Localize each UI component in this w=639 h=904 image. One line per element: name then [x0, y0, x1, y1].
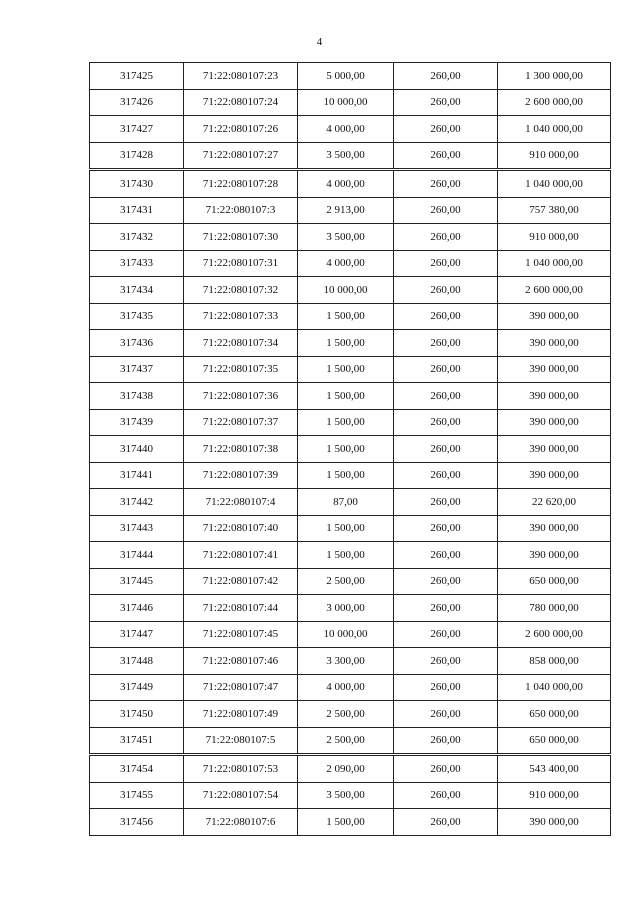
area-cell: 2 500,00 [298, 701, 394, 728]
area-cell: 2 090,00 [298, 755, 394, 783]
rate-cell: 260,00 [394, 224, 498, 251]
table-row [90, 542, 611, 569]
table-row [90, 63, 611, 90]
row-id-cell: 317450 [90, 701, 184, 728]
rate-cell: 260,00 [394, 782, 498, 809]
cadastral-number-cell: 71:22:080107:41 [184, 542, 298, 569]
row-id-cell: 317425 [90, 63, 184, 90]
area-cell: 10 000,00 [298, 621, 394, 648]
amount-cell: 910 000,00 [498, 142, 611, 170]
row-id-cell: 317446 [90, 595, 184, 622]
rate-cell: 260,00 [394, 383, 498, 410]
amount-cell: 757 380,00 [498, 197, 611, 224]
cadastral-number-cell: 71:22:080107:53 [184, 755, 298, 783]
table-row [90, 383, 611, 410]
cadastral-number-cell: 71:22:080107:27 [184, 142, 298, 170]
amount-cell: 1 300 000,00 [498, 63, 611, 90]
table-row [90, 595, 611, 622]
area-cell: 2 500,00 [298, 727, 394, 755]
table-row [90, 489, 611, 516]
area-cell: 3 000,00 [298, 595, 394, 622]
amount-cell: 390 000,00 [498, 436, 611, 463]
area-cell: 1 500,00 [298, 542, 394, 569]
row-id-cell: 317455 [90, 782, 184, 809]
cadastral-number-cell: 71:22:080107:45 [184, 621, 298, 648]
cadastral-number-cell: 71:22:080107:3 [184, 197, 298, 224]
row-id-cell: 317451 [90, 727, 184, 755]
table-row [90, 674, 611, 701]
table-row [90, 224, 611, 251]
rate-cell: 260,00 [394, 462, 498, 489]
rate-cell: 260,00 [394, 63, 498, 90]
cadastral-number-cell: 71:22:080107:36 [184, 383, 298, 410]
row-id-cell: 317438 [90, 383, 184, 410]
rate-cell: 260,00 [394, 250, 498, 277]
cadastral-number-cell: 71:22:080107:38 [184, 436, 298, 463]
table-row [90, 515, 611, 542]
row-id-cell: 317435 [90, 303, 184, 330]
row-id-cell: 317447 [90, 621, 184, 648]
table-row [90, 701, 611, 728]
rate-cell: 260,00 [394, 727, 498, 755]
row-id-cell: 317437 [90, 356, 184, 383]
cadastral-number-cell: 71:22:080107:35 [184, 356, 298, 383]
area-cell: 1 500,00 [298, 330, 394, 357]
table-row [90, 727, 611, 755]
area-cell: 1 500,00 [298, 409, 394, 436]
rate-cell: 260,00 [394, 515, 498, 542]
row-id-cell: 317433 [90, 250, 184, 277]
amount-cell: 390 000,00 [498, 330, 611, 357]
area-cell: 1 500,00 [298, 515, 394, 542]
table-row [90, 356, 611, 383]
amount-cell: 910 000,00 [498, 782, 611, 809]
table-row [90, 462, 611, 489]
rate-cell: 260,00 [394, 330, 498, 357]
rate-cell: 260,00 [394, 755, 498, 783]
table-row [90, 330, 611, 357]
row-id-cell: 317445 [90, 568, 184, 595]
cadastral-number-cell: 71:22:080107:37 [184, 409, 298, 436]
cadastral-number-cell: 71:22:080107:44 [184, 595, 298, 622]
table-row [90, 568, 611, 595]
amount-cell: 650 000,00 [498, 701, 611, 728]
row-id-cell: 317442 [90, 489, 184, 516]
table-row [90, 197, 611, 224]
amount-cell: 390 000,00 [498, 383, 611, 410]
row-id-cell: 317441 [90, 462, 184, 489]
amount-cell: 390 000,00 [498, 303, 611, 330]
cadastral-number-cell: 71:22:080107:39 [184, 462, 298, 489]
table-row [90, 809, 611, 836]
row-id-cell: 317444 [90, 542, 184, 569]
cadastral-number-cell: 71:22:080107:5 [184, 727, 298, 755]
rate-cell: 260,00 [394, 89, 498, 116]
cadastral-number-cell: 71:22:080107:31 [184, 250, 298, 277]
rate-cell: 260,00 [394, 568, 498, 595]
amount-cell: 390 000,00 [498, 515, 611, 542]
area-cell: 3 500,00 [298, 224, 394, 251]
cadastral-number-cell: 71:22:080107:49 [184, 701, 298, 728]
amount-cell: 543 400,00 [498, 755, 611, 783]
cadastral-number-cell: 71:22:080107:23 [184, 63, 298, 90]
amount-cell: 780 000,00 [498, 595, 611, 622]
rate-cell: 260,00 [394, 436, 498, 463]
row-id-cell: 317427 [90, 116, 184, 143]
area-cell: 10 000,00 [298, 277, 394, 304]
row-id-cell: 317431 [90, 197, 184, 224]
table-row [90, 755, 611, 783]
cadastral-number-cell: 71:22:080107:4 [184, 489, 298, 516]
cadastral-number-cell: 71:22:080107:28 [184, 170, 298, 198]
area-cell: 3 500,00 [298, 782, 394, 809]
rate-cell: 260,00 [394, 809, 498, 836]
rate-cell: 260,00 [394, 303, 498, 330]
cadastral-number-cell: 71:22:080107:30 [184, 224, 298, 251]
rate-cell: 260,00 [394, 197, 498, 224]
area-cell: 3 500,00 [298, 142, 394, 170]
area-cell: 2 913,00 [298, 197, 394, 224]
page-number: 4 [316, 36, 323, 48]
cadastral-number-cell: 71:22:080107:32 [184, 277, 298, 304]
row-id-cell: 317454 [90, 755, 184, 783]
cadastral-number-cell: 71:22:080107:34 [184, 330, 298, 357]
table-body [90, 63, 611, 836]
row-id-cell: 317448 [90, 648, 184, 675]
amount-cell: 1 040 000,00 [498, 250, 611, 277]
area-cell: 1 500,00 [298, 383, 394, 410]
cadastral-number-cell: 71:22:080107:33 [184, 303, 298, 330]
amount-cell: 2 600 000,00 [498, 277, 611, 304]
cadastral-number-cell: 71:22:080107:26 [184, 116, 298, 143]
area-cell: 4 000,00 [298, 170, 394, 198]
amount-cell: 390 000,00 [498, 809, 611, 836]
amount-cell: 390 000,00 [498, 542, 611, 569]
table-row [90, 89, 611, 116]
area-cell: 4 000,00 [298, 116, 394, 143]
row-id-cell: 317428 [90, 142, 184, 170]
rate-cell: 260,00 [394, 116, 498, 143]
area-cell: 1 500,00 [298, 356, 394, 383]
rate-cell: 260,00 [394, 621, 498, 648]
rate-cell: 260,00 [394, 542, 498, 569]
row-id-cell: 317436 [90, 330, 184, 357]
table-row [90, 277, 611, 304]
row-id-cell: 317432 [90, 224, 184, 251]
rate-cell: 260,00 [394, 170, 498, 198]
table-row [90, 409, 611, 436]
rate-cell: 260,00 [394, 648, 498, 675]
row-id-cell: 317434 [90, 277, 184, 304]
area-cell: 87,00 [298, 489, 394, 516]
amount-cell: 1 040 000,00 [498, 116, 611, 143]
amount-cell: 1 040 000,00 [498, 674, 611, 701]
amount-cell: 650 000,00 [498, 568, 611, 595]
amount-cell: 390 000,00 [498, 409, 611, 436]
cadastral-number-cell: 71:22:080107:42 [184, 568, 298, 595]
table-row [90, 782, 611, 809]
rate-cell: 260,00 [394, 701, 498, 728]
amount-cell: 2 600 000,00 [498, 89, 611, 116]
table-row [90, 648, 611, 675]
amount-cell: 2 600 000,00 [498, 621, 611, 648]
cadastral-number-cell: 71:22:080107:54 [184, 782, 298, 809]
rate-cell: 260,00 [394, 409, 498, 436]
rate-cell: 260,00 [394, 356, 498, 383]
row-id-cell: 317439 [90, 409, 184, 436]
cadastral-number-cell: 71:22:080107:24 [184, 89, 298, 116]
amount-cell: 22 620,00 [498, 489, 611, 516]
row-id-cell: 317449 [90, 674, 184, 701]
cadastral-number-cell: 71:22:080107:47 [184, 674, 298, 701]
amount-cell: 858 000,00 [498, 648, 611, 675]
rate-cell: 260,00 [394, 595, 498, 622]
table-row [90, 170, 611, 198]
area-cell: 10 000,00 [298, 89, 394, 116]
cadastral-number-cell: 71:22:080107:40 [184, 515, 298, 542]
row-id-cell: 317456 [90, 809, 184, 836]
row-id-cell: 317443 [90, 515, 184, 542]
amount-cell: 910 000,00 [498, 224, 611, 251]
table-row [90, 436, 611, 463]
amount-cell: 650 000,00 [498, 727, 611, 755]
area-cell: 2 500,00 [298, 568, 394, 595]
rate-cell: 260,00 [394, 142, 498, 170]
table-row [90, 142, 611, 170]
row-id-cell: 317440 [90, 436, 184, 463]
area-cell: 1 500,00 [298, 462, 394, 489]
row-id-cell: 317430 [90, 170, 184, 198]
cadastral-number-cell: 71:22:080107:6 [184, 809, 298, 836]
row-id-cell: 317426 [90, 89, 184, 116]
data-table [89, 62, 611, 836]
amount-cell: 1 040 000,00 [498, 170, 611, 198]
table-row [90, 621, 611, 648]
area-cell: 4 000,00 [298, 674, 394, 701]
area-cell: 1 500,00 [298, 809, 394, 836]
area-cell: 1 500,00 [298, 436, 394, 463]
amount-cell: 390 000,00 [498, 356, 611, 383]
amount-cell: 390 000,00 [498, 462, 611, 489]
cadastral-number-cell: 71:22:080107:46 [184, 648, 298, 675]
rate-cell: 260,00 [394, 277, 498, 304]
rate-cell: 260,00 [394, 489, 498, 516]
rate-cell: 260,00 [394, 674, 498, 701]
table-row [90, 250, 611, 277]
area-cell: 4 000,00 [298, 250, 394, 277]
area-cell: 3 300,00 [298, 648, 394, 675]
table-row [90, 116, 611, 143]
table-row [90, 303, 611, 330]
area-cell: 1 500,00 [298, 303, 394, 330]
area-cell: 5 000,00 [298, 63, 394, 90]
